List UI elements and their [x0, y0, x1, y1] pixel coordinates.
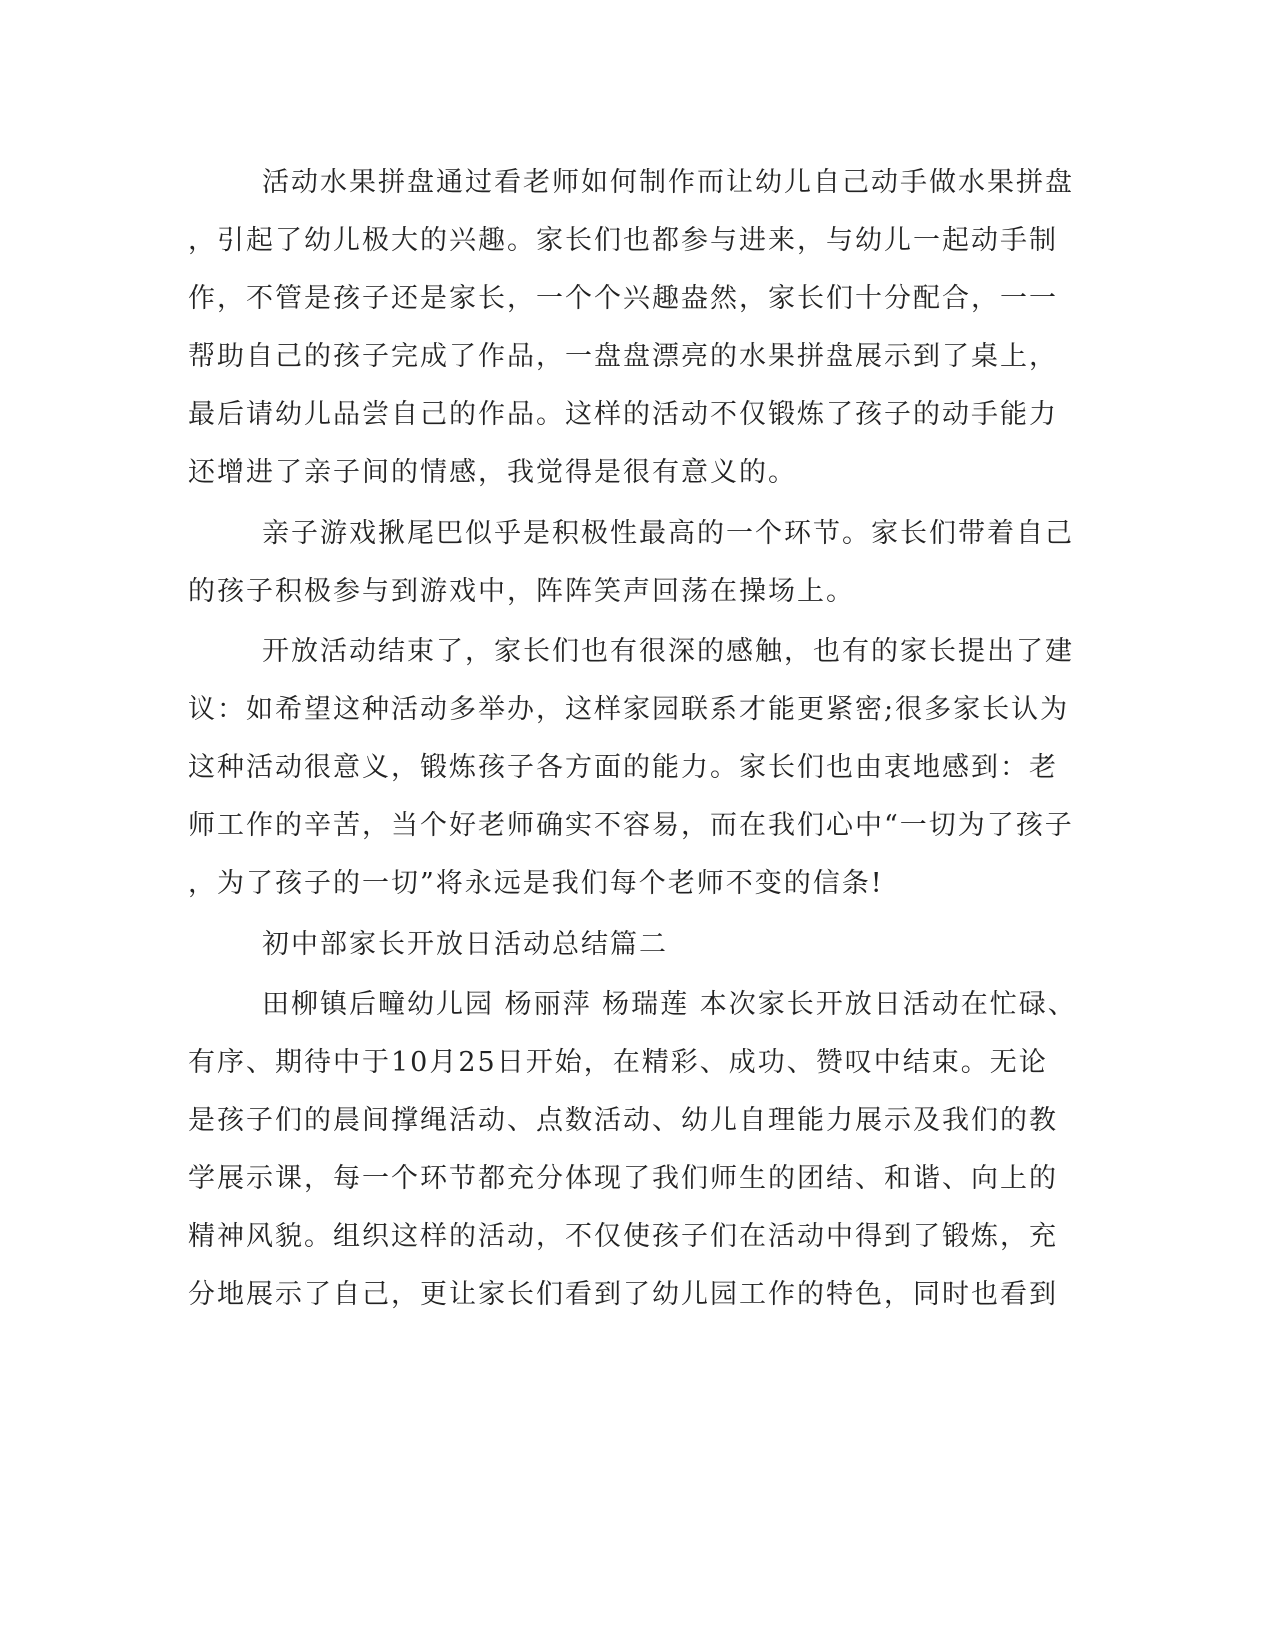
paragraph-4-line-4: 学展示课，每一个环节都充分体现了我们师生的团结、和谐、向上的	[188, 1163, 1058, 1194]
paragraph-1-line-6: 还增进了亲子间的情感，我觉得是很有意义的。	[188, 457, 797, 488]
paragraph-3-line-5: ，为了孩子的一切”将永远是我们每个老师不变的信条!	[188, 868, 884, 899]
paragraph-3-line-3: 这种活动很意义，锻炼孩子各方面的能力。家长们也由衷地感到：老	[188, 752, 1058, 783]
paragraph-3-line-1: 开放活动结束了，家长们也有很深的感触，也有的家长提出了建	[262, 636, 1074, 667]
paragraph-1-line-1: 活动水果拼盘通过看老师如何制作而让幼儿自己动手做水果拼盘	[262, 167, 1074, 198]
paragraph-4-line-5: 精神风貌。组织这样的活动，不仅使孩子们在活动中得到了锻炼，充	[188, 1221, 1058, 1252]
paragraph-4-line-1: 田柳镇后疃幼儿园 杨丽萍 杨瑞莲 本次家长开放日活动在忙碌、	[262, 989, 1077, 1020]
paragraph-1-line-5: 最后请幼儿品尝自己的作品。这样的活动不仅锻炼了孩子的动手能力	[188, 399, 1058, 430]
paragraph-3-line-2: 议：如希望这种活动多举办，这样家园联系才能更紧密;很多家长认为	[188, 694, 1070, 725]
section-heading: 初中部家长开放日活动总结篇二	[262, 929, 668, 960]
paragraph-4-line-2: 有序、期待中于10月25日开始，在精彩、成功、赞叹中结束。无论	[188, 1047, 1048, 1078]
paragraph-2-line-1: 亲子游戏揪尾巴似乎是积极性最高的一个环节。家长们带着自己	[262, 518, 1074, 549]
paragraph-3-line-4: 师工作的辛苦，当个好老师确实不容易，而在我们心中“一切为了孩子	[188, 810, 1074, 841]
paragraph-1-line-2: ，引起了幼儿极大的兴趣。家长们也都参与进来，与幼儿一起动手制	[188, 225, 1058, 256]
paragraph-4-line-3: 是孩子们的晨间撑绳活动、点数活动、幼儿自理能力展示及我们的教	[188, 1105, 1058, 1136]
paragraph-1-line-4: 帮助自己的孩子完成了作品，一盘盘漂亮的水果拼盘展示到了桌上，	[188, 341, 1058, 372]
paragraph-4-line-6: 分地展示了自己，更让家长们看到了幼儿园工作的特色，同时也看到	[188, 1279, 1058, 1310]
paragraph-2-line-2: 的孩子积极参与到游戏中，阵阵笑声回荡在操场上。	[188, 576, 855, 607]
paragraph-1-line-3: 作，不管是孩子还是家长，一个个兴趣盎然，家长们十分配合，一一	[188, 283, 1058, 314]
